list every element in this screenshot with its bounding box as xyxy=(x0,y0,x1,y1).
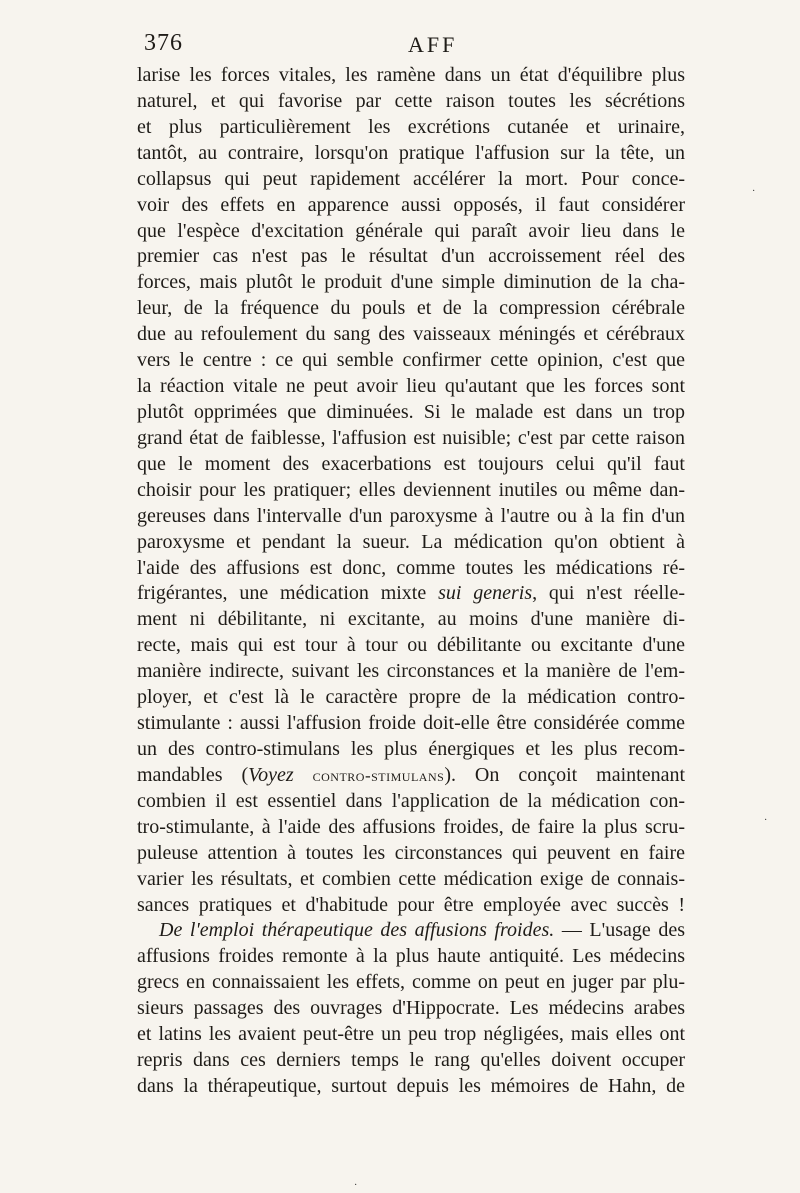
line-text: recte, mais qui est tour à tour ou débilitante ou excitante d'une xyxy=(137,634,685,657)
text-line xyxy=(137,219,685,245)
line-text: larise les forces vitales, les ramène dans un état d'équilibre plus xyxy=(137,64,685,86)
line-text: naturel, et qui favorise par cette raison toutes les sécrétions xyxy=(137,89,685,112)
line-text: un des contro-stimulans les plus énergiques et les plus recom- xyxy=(137,737,685,760)
body-text xyxy=(137,63,685,1100)
text-line xyxy=(137,789,685,815)
line-text: affusions froides remonte à la plus haute antiquité. Les médecins xyxy=(137,945,685,968)
text-line xyxy=(137,815,685,841)
line-text: stimulante : aussi l'affusion froide doit-elle être considérée comme xyxy=(137,712,685,735)
ink-speck: · xyxy=(752,186,756,197)
text-line xyxy=(137,685,685,711)
text-line xyxy=(137,944,685,970)
text-line xyxy=(137,167,685,193)
line-text: et latins les avaient peut-être un peu trop négligées, mais elles ont xyxy=(137,1023,685,1046)
text-line xyxy=(137,244,685,270)
line-text: gereuses dans l'intervalle d'un paroxysme à l'autre ou à la fin d'un xyxy=(137,504,685,527)
line-text: mandables ( xyxy=(137,763,249,786)
line-text: choisir pour les pratiquer; elles deviennent inutiles ou même dan- xyxy=(137,478,685,501)
text-line xyxy=(137,63,685,89)
line-text: due au refoulement du sang des vaisseaux méningés et cérébraux xyxy=(137,323,685,346)
text-line xyxy=(137,581,685,607)
line-text: la réaction vitale ne peut avoir lieu qu'autant que les forces sont xyxy=(137,375,685,398)
text-line xyxy=(137,426,685,452)
text-line xyxy=(137,918,685,944)
line-text: puleuse attention à toutes les circonstances qui peuvent en faire xyxy=(137,841,685,864)
line-text: voir des effets en apparence aussi opposés, il faut considérer xyxy=(137,193,685,216)
text-line xyxy=(137,374,685,400)
line-text: sieurs passages des ouvrages d'Hippocrate. Les médecins arabes xyxy=(137,997,685,1020)
text-line xyxy=(137,504,685,530)
text-line xyxy=(137,478,685,504)
line-text: leur, de la fréquence du pouls et de la compression cérébrale xyxy=(137,297,685,320)
line-text: , qui n'est réelle- xyxy=(532,582,685,605)
text-line xyxy=(137,763,685,789)
text-line xyxy=(137,1074,685,1100)
italic-text: Voyez xyxy=(248,763,294,786)
text-line xyxy=(137,400,685,426)
text-line xyxy=(137,633,685,659)
line-text: forces, mais plutôt le produit d'une simple diminution de la cha- xyxy=(137,271,685,294)
line-text: vers le centre : ce qui semble confirmer cette opinion, c'est que xyxy=(137,349,685,372)
text-line xyxy=(137,270,685,296)
line-text: dans la thérapeutique, surtout depuis les mémoires de Hahn, de xyxy=(137,1074,685,1097)
line-text: — L'usage des xyxy=(554,919,685,942)
text-line xyxy=(137,841,685,867)
text-line xyxy=(137,452,685,478)
line-text: grecs en connaissaient les effets, comme on peut en juger par plu- xyxy=(137,971,685,994)
line-text: ployer, et c'est là le caractère propre de la médication contro- xyxy=(137,686,685,709)
text-line xyxy=(137,893,685,919)
small-caps-text: contro-stimulans xyxy=(312,765,445,785)
page-number: 376 xyxy=(144,30,183,56)
text-line xyxy=(137,556,685,582)
ink-speck: · xyxy=(354,1180,358,1191)
italic-text: De l'emploi thérapeutique des affusions froides. xyxy=(159,919,555,942)
text-line xyxy=(137,322,685,348)
line-text: tantôt, au contraire, lorsqu'on pratique l'affusion sur la tête, un xyxy=(137,141,685,164)
line-text: manière indirecte, suivant les circonstances et la manière de l'em- xyxy=(137,660,685,683)
line-text: plutôt opprimées que diminuées. Si le malade est dans un trop xyxy=(137,400,685,423)
line-text: collapsus qui peut rapidement accélérer la mort. Pour conce- xyxy=(137,167,685,190)
italic-text: sui generis xyxy=(438,582,533,605)
line-text: que l'espèce d'excitation générale qui paraît avoir lieu dans le xyxy=(137,219,685,242)
line-text: frigérantes, une médication mixte xyxy=(137,582,439,605)
line-text: combien il est essentiel dans l'application de la médication con- xyxy=(137,789,685,812)
line-text: paroxysme et pendant la sueur. La médication qu'on obtient à xyxy=(137,530,685,553)
text-line xyxy=(137,737,685,763)
line-text: varier les résultats, et combien cette médication exige de connais- xyxy=(137,867,685,890)
line-text: et plus particulièrement les excrétions cutanée et urinaire, xyxy=(137,115,685,138)
text-line xyxy=(137,711,685,737)
text-line xyxy=(137,659,685,685)
text-line xyxy=(137,296,685,322)
line-text: ). On conçoit maintenant xyxy=(444,763,685,786)
text-line xyxy=(137,970,685,996)
line-text: que le moment des exacerbations est toujours celui qu'il faut xyxy=(137,452,685,475)
text-line xyxy=(137,1022,685,1048)
line-text: repris dans ces derniers temps le rang qu'elles doivent occuper xyxy=(137,1049,685,1072)
text-line xyxy=(137,89,685,115)
page-header xyxy=(140,30,685,58)
line-text: l'aide des affusions est donc, comme toutes les médications ré- xyxy=(137,556,685,579)
ink-speck: · xyxy=(764,815,768,826)
text-line xyxy=(137,193,685,219)
text-line xyxy=(137,141,685,167)
line-text: tro-stimulante, à l'aide des affusions froides, de faire la plus scru- xyxy=(137,815,685,838)
running-head: AFF xyxy=(408,32,458,57)
text-line xyxy=(137,115,685,141)
text-line xyxy=(137,530,685,556)
text-line xyxy=(137,607,685,633)
line-text: premier cas n'est pas le résultat d'un accroissement réel des xyxy=(137,245,685,268)
text-line xyxy=(137,348,685,374)
text-line xyxy=(137,1048,685,1074)
line-text xyxy=(294,764,313,786)
line-text: sances pratiques et d'habitude pour être employée avec succès ! xyxy=(137,893,685,916)
line-text: grand état de faiblesse, l'affusion est nuisible; c'est par cette raison xyxy=(137,426,685,449)
text-line xyxy=(137,867,685,893)
line-text: ment ni débilitante, ni excitante, au moins d'une manière di- xyxy=(137,608,685,631)
text-line xyxy=(137,996,685,1022)
